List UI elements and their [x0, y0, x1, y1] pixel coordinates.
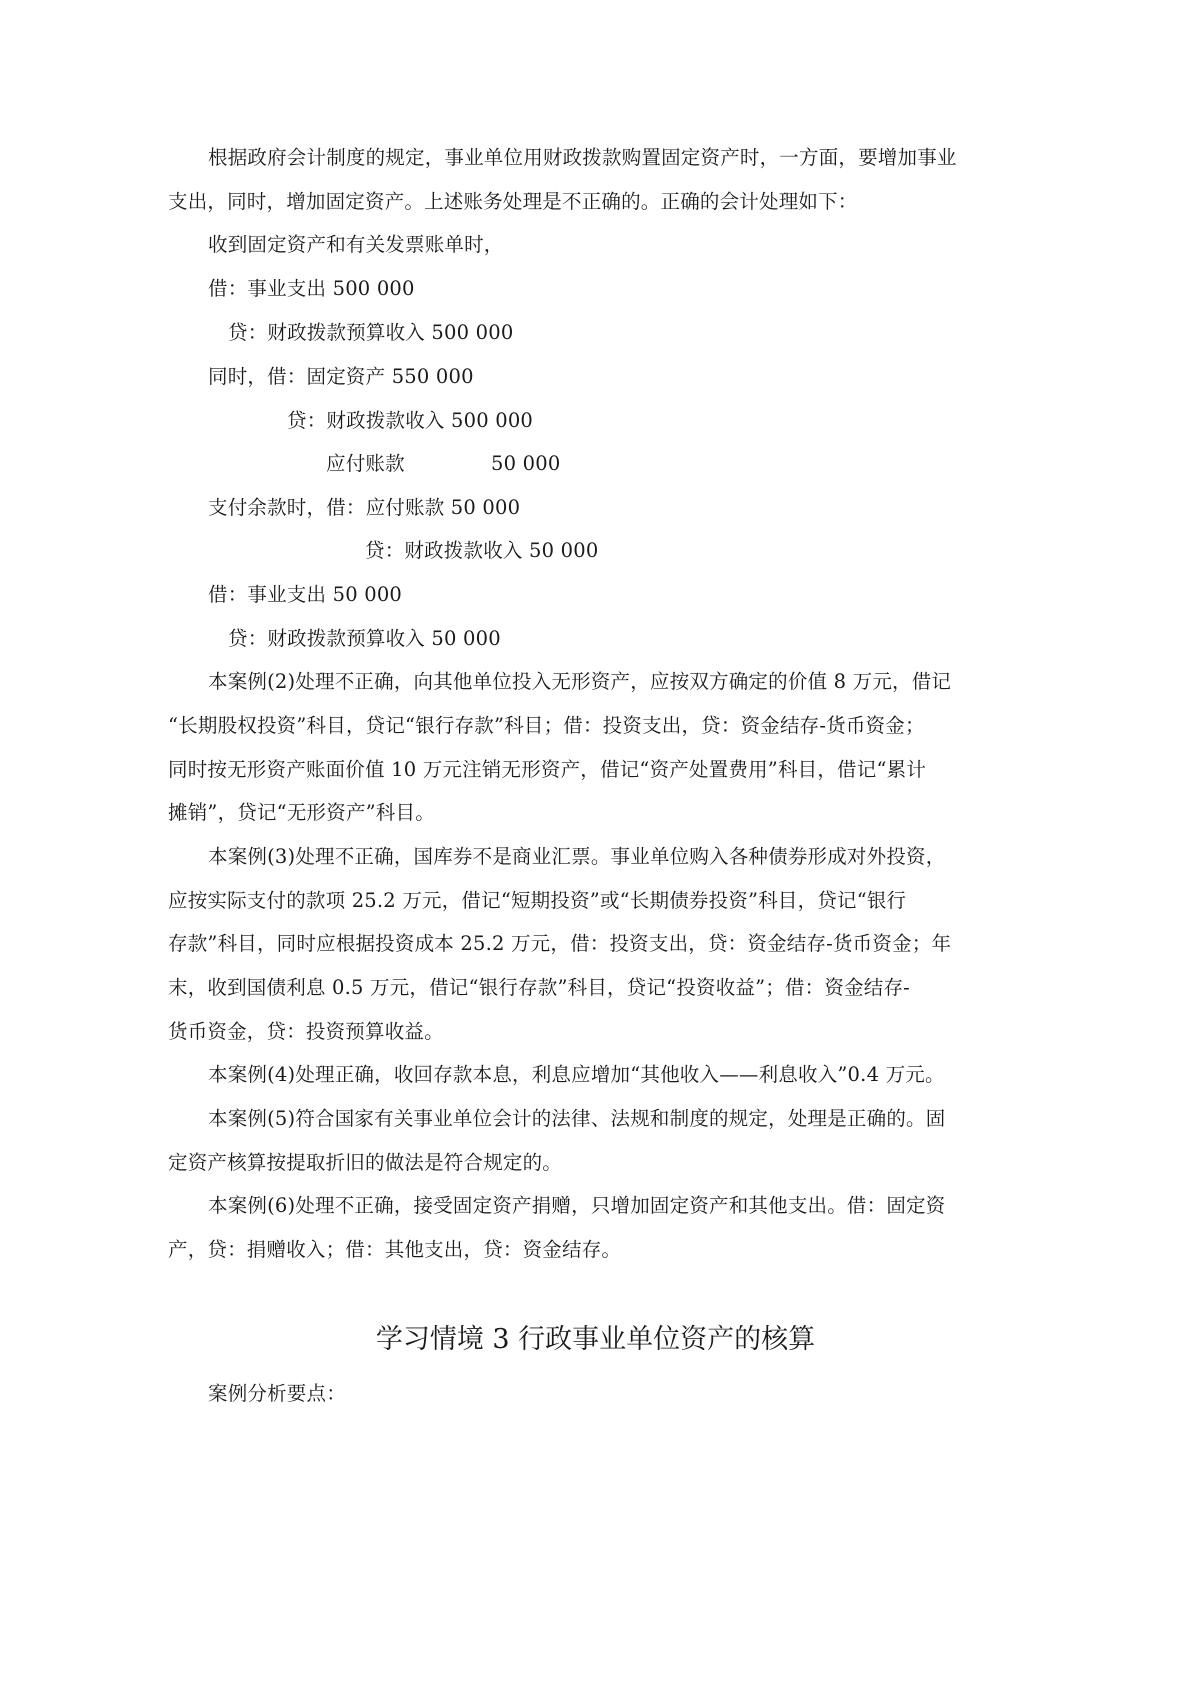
- intro-line-2: 支出，同时，增加固定资产。上述账务处理是不正确的。正确的会计处理如下：: [168, 190, 858, 213]
- case3-line-5: 货币资金，贷：投资预算收益。: [168, 1020, 444, 1043]
- case4-line-1: 本案例(4)处理正确，收回存款本息，利息应增加“其他收入——利息收入”0.4 万元。: [208, 1063, 945, 1086]
- journal-entry-4: 贷：财政拨款收入 500 000: [287, 409, 534, 432]
- journal-entry-5-amount: 50 000: [491, 452, 561, 475]
- section-subtitle: 案例分析要点：: [208, 1382, 346, 1405]
- journal-entry-5-account: 应付账款: [326, 452, 405, 475]
- case2-line-2: “长期股权投资”科目，贷记“银行存款”科目；借：投资支出，贷：资金结存-货币资金；: [168, 714, 925, 737]
- case2-line-4: 摊销”，贷记“无形资产”科目。: [168, 801, 435, 824]
- case6-line-1: 本案例(6)处理不正确，接受固定资产捐赠，只增加固定资产和其他支出。借：固定资: [208, 1194, 946, 1217]
- case3-line-3: 存款”科目，同时应根据投资成本 25.2 万元，借：投资支出，贷：资金结存-货币资金；年: [168, 932, 952, 955]
- case6-line-2: 产，贷：捐赠收入；借：其他支出，贷：资金结存。: [168, 1238, 622, 1261]
- intro-line-1: 根据政府会计制度的规定，事业单位用财政拨款购置固定资产时，一方面，要增加事业: [208, 146, 957, 169]
- journal-entry-6: 支付余款时，借：应付账款 50 000: [208, 496, 521, 519]
- case5-line-1: 本案例(5)符合国家有关事业单位会计的法律、法规和制度的规定，处理是正确的。固: [208, 1107, 946, 1130]
- journal-entry-9: 贷：财政拨款预算收入 50 000: [228, 627, 501, 650]
- case3-line-2: 应按实际支付的款项 25.2 万元，借记“短期投资”或“长期债券投资”科目，贷记“银行: [168, 889, 907, 912]
- journal-entry-3: 同时，借：固定资产 550 000: [208, 365, 474, 388]
- case3-line-1: 本案例(3)处理不正确，国库券不是商业汇票。事业单位购入各种债券形成对外投资，: [208, 845, 946, 868]
- intro-line-3: 收到固定资产和有关发票账单时，: [208, 233, 504, 256]
- journal-entry-1: 借：事业支出 500 000: [208, 277, 415, 300]
- case2-line-3: 同时按无形资产账面价值 10 万元注销无形资产，借记“资产处置费用”科目，借记“累计: [168, 758, 927, 781]
- journal-entry-8: 借：事业支出 50 000: [208, 583, 403, 606]
- case2-line-1: 本案例(2)处理不正确，向其他单位投入无形资产，应按双方确定的价值 8 万元，借记: [208, 670, 952, 693]
- case3-line-4: 末，收到国债利息 0.5 万元，借记“银行存款”科目，贷记“投资收益”；借：资金结存-: [168, 976, 910, 999]
- case5-line-2: 定资产核算按提取折旧的做法是符合规定的。: [168, 1151, 563, 1174]
- section-title: 学习情境 3 行政事业单位资产的核算: [375, 1324, 816, 1355]
- journal-entry-7: 贷：财政拨款收入 50 000: [365, 539, 599, 562]
- journal-entry-2: 贷：财政拨款预算收入 500 000: [228, 321, 514, 344]
